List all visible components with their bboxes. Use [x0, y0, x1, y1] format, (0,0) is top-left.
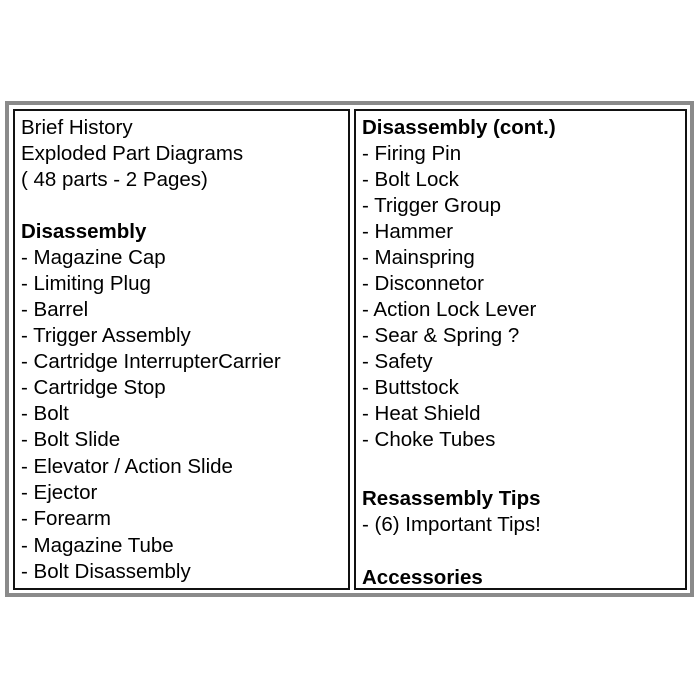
- list-item: - Forearm: [21, 507, 111, 530]
- list-item: - Heat Shield: [362, 402, 481, 425]
- list-item: - Hammer: [362, 220, 454, 243]
- list-item: - Cartridge Stop: [21, 376, 166, 399]
- list-item: - Trigger Assembly: [21, 324, 191, 347]
- section-heading-accessories: Accessories: [362, 566, 483, 589]
- right-column: [354, 109, 687, 590]
- intro-line: Exploded Part Diagrams: [21, 142, 244, 165]
- list-item: - Disconnetor: [362, 272, 484, 295]
- list-item: - Bolt: [21, 402, 69, 425]
- list-item: - Bolt Slide: [21, 428, 121, 451]
- section-heading-reassembly-tips: Resassembly Tips: [362, 487, 541, 510]
- list-item: - Trigger Group: [362, 194, 501, 217]
- list-item: - (6) Important Tips!: [362, 513, 541, 536]
- list-item: - Bolt Lock: [362, 168, 459, 191]
- section-heading-disassembly: Disassembly: [21, 220, 147, 243]
- list-item: - Action Lock Lever: [362, 298, 537, 321]
- intro-line: ( 48 parts - 2 Pages): [21, 168, 208, 191]
- list-item: - Choke Tubes: [362, 428, 496, 451]
- list-item: - Elevator / Action Slide: [21, 455, 233, 478]
- contents-frame: [5, 101, 694, 597]
- list-item: - Limiting Plug: [21, 272, 151, 295]
- list-item: - Barrel: [21, 298, 89, 321]
- list-item: - Cartridge InterrupterCarrier: [21, 350, 281, 373]
- list-item: - Buttstock: [362, 376, 459, 399]
- list-item: - Firing Pin: [362, 142, 462, 165]
- section-heading-disassembly-cont: Disassembly (cont.): [362, 116, 556, 139]
- list-item: - Magazine Cap: [21, 246, 166, 269]
- list-item: - Ejector: [21, 481, 98, 504]
- list-item: - Safety: [362, 350, 433, 373]
- list-item: - Mainspring: [362, 246, 475, 269]
- list-item: - Magazine Tube: [21, 534, 174, 557]
- list-item: - Bolt Disassembly: [21, 560, 191, 583]
- left-column: [13, 109, 350, 590]
- intro-line: Brief History: [21, 116, 133, 139]
- list-item: - Sear & Spring ?: [362, 324, 520, 347]
